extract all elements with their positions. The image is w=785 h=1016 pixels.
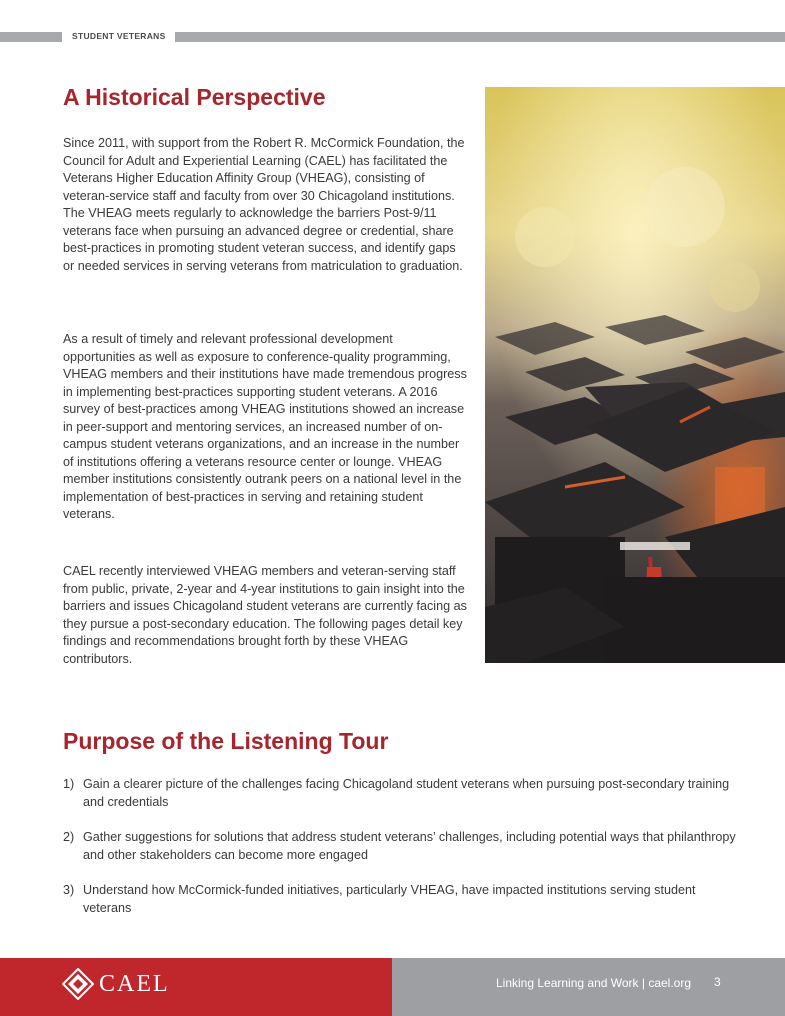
list-item	[63, 776, 743, 811]
page-number: 3	[714, 975, 721, 989]
list-item	[63, 882, 743, 917]
header-bar-left	[0, 32, 62, 42]
logo-text: CAEL	[99, 970, 170, 997]
list-item	[63, 829, 743, 864]
list-item-text: Understand how McCormick-funded initiatives, particularly VHEAG, have impacted institutions serving student veterans	[83, 883, 696, 915]
purpose-list	[63, 776, 743, 935]
list-item-text: Gather suggestions for solutions that address student veterans’ challenges, including potential ways that philanthropy and other stakeholders can become more engaged	[83, 830, 736, 862]
header-bar-right	[175, 32, 785, 42]
graduation-caps-photo	[485, 87, 785, 663]
paragraph-1: Since 2011, with support from the Robert R. McCormick Foundation, the Council for Adult and Experiential Learning (CAEL) has facilitated the Veterans Higher Education Affinity Group (VHEAG), consisting of veteran-service staff and faculty from over 30 Chicagoland institutions. The VHEAG meets regularly to acknowledge the barriers Post-9/11 veterans face when pursuing an advanced degree or credential, share best-practices in promoting student veteran success, and identify gaps or needed services in serving veterans from matriculation to graduation.	[63, 136, 465, 273]
section-label: STUDENT VETERANS	[72, 31, 166, 41]
cael-diamond-icon	[62, 968, 94, 1000]
paragraph-3: CAEL recently interviewed VHEAG members and veteran-serving staff from public, private, 2-year and 4-year institutions to gain insight into the barriers and issues Chicagoland student veterans are currently facing as they pursue a post-secondary education. The following pages detail key findings and recommendations brought forth by these VHEAG contributors.	[63, 564, 467, 666]
paragraph-2: As a result of timely and relevant professional development opportunities as well as exposure to conference-quality programming, VHEAG members and their institutions have made tremendous progress in implementing best-practices supporting student veterans. A 2016 survey of best-practices among VHEAG institutions showed an increase in peer-support and mentoring services, an increased number of on-campus student veterans organizations, and an increase in the number of institutions offering a veterans resource center or lounge. VHEAG member institutions consistently outrank peers on a national level in the implementation of best-practices in serving and retaining student veterans.	[63, 332, 467, 521]
heading-listening-tour: Purpose of the Listening Tour	[63, 728, 389, 754]
list-item-number: 2)	[63, 830, 75, 844]
list-item-text: Gain a clearer picture of the challenges facing Chicagoland student veterans when pursuing post-secondary training and credentials	[83, 777, 730, 809]
cael-logo	[62, 968, 170, 1000]
list-item-number: 1)	[63, 777, 75, 791]
heading-historical-perspective: A Historical Perspective	[63, 84, 326, 110]
footer-tagline: Linking Learning and Work | cael.org	[496, 976, 692, 990]
footer-red-band	[0, 958, 392, 1016]
list-item-number: 3)	[63, 883, 75, 897]
